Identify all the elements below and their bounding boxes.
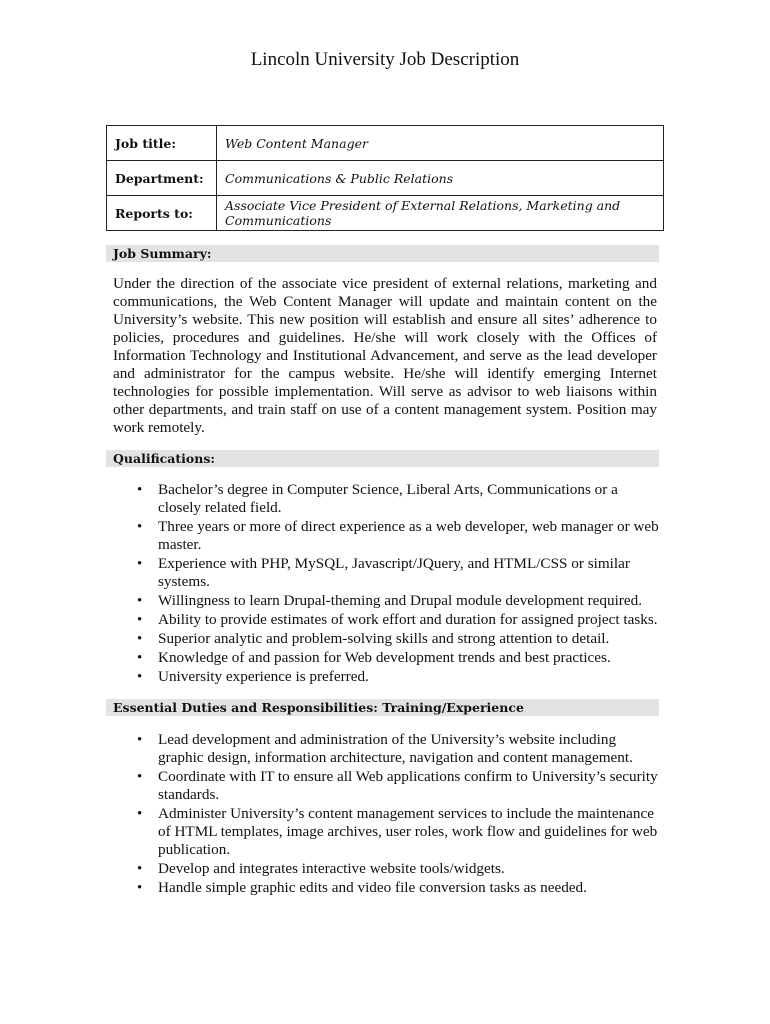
list-item [113,481,663,517]
list-item [113,555,663,591]
department-row [107,161,664,196]
job-title-row [107,126,664,161]
document-title: Lincoln University Job Description [250,49,520,70]
duty-text: Lead development and administration of the University’s website including graphic design, information architecture, navigation and content management. [158,731,633,766]
list-item [113,805,663,859]
duties-heading: Essential Duties and Responsibilities: Training/Experience [106,699,659,716]
list-item [113,649,663,667]
list-item [113,668,663,686]
bullet-icon: • [137,612,143,628]
list-item [113,630,663,648]
reports-to-row [107,196,664,231]
qualification-text: Bachelor’s degree in Computer Science, Liberal Arts, Communications or a closely related field. [158,481,618,516]
bullet-icon: • [137,593,143,609]
qualification-text: Ability to provide estimates of work effort and duration for assigned project tasks. [158,611,658,628]
qualification-text: Knowledge of and passion for Web development trends and best practices. [158,649,611,666]
job-info-table [106,125,664,231]
bullet-icon: • [137,806,143,822]
list-item [113,731,663,767]
duty-text: Administer University’s content management services to include the maintenance of HTML templates, image archives, user roles, work flow and guidelines for web publication. [158,805,658,858]
qualification-text: Experience with PHP, MySQL, Javascript/JQuery, and HTML/CSS or similar systems. [158,555,630,590]
bullet-icon: • [137,519,143,535]
job-summary-text: Under the direction of the associate vice president of external relations, marketing and communications, the Web Content Manager will update and maintain content on the University’s website. This new position will establish and ensure all sites’ adherence to policies, procedures and guidelines. He/she will work closely with the Offices of Information Technology and Institutional Advancement, and serve as the lead developer and administrator for the campus website. He/she will identify emerging Internet technologies for possible implementation. Will serve as advisor to web liaisons within other departments, and train staff on use of a content management system. Position may work remotely. [113,275,657,436]
bullet-icon: • [137,482,143,498]
qualifications-list [113,481,663,687]
qualification-text: University experience is preferred. [158,668,369,685]
bullet-icon: • [137,669,143,685]
bullet-icon: • [137,861,143,877]
job-summary-heading: Job Summary: [106,245,659,262]
job-title-value: Web Content Manager [217,126,664,161]
list-item [113,879,663,897]
duty-text: Coordinate with IT to ensure all Web applications confirm to University’s security standards. [158,768,658,803]
list-item [113,592,663,610]
list-item [113,611,663,629]
list-item [113,860,663,878]
bullet-icon: • [137,631,143,647]
qualification-text: Superior analytic and problem-solving skills and strong attention to detail. [158,630,610,647]
bullet-icon: • [137,732,143,748]
bullet-icon: • [137,556,143,572]
bullet-icon: • [137,650,143,666]
bullet-icon: • [137,769,143,785]
list-item [113,768,663,804]
reports-to-label: Reports to: [107,196,217,231]
qualifications-heading: Qualifications: [106,450,659,467]
duty-text: Handle simple graphic edits and video file conversion tasks as needed. [158,879,587,896]
list-item [113,518,663,554]
duty-text: Develop and integrates interactive website tools/widgets. [158,860,505,877]
duties-list [113,731,663,898]
bullet-icon: • [137,880,143,896]
qualification-text: Three years or more of direct experience as a web developer, web manager or web master. [158,518,659,553]
reports-to-value: Associate Vice President of External Relations, Marketing and Communications [217,196,664,231]
job-title-label: Job title: [107,126,217,161]
qualification-text: Willingness to learn Drupal-theming and Drupal module development required. [158,592,642,609]
department-label: Department: [107,161,217,196]
department-value: Communications & Public Relations [217,161,664,196]
